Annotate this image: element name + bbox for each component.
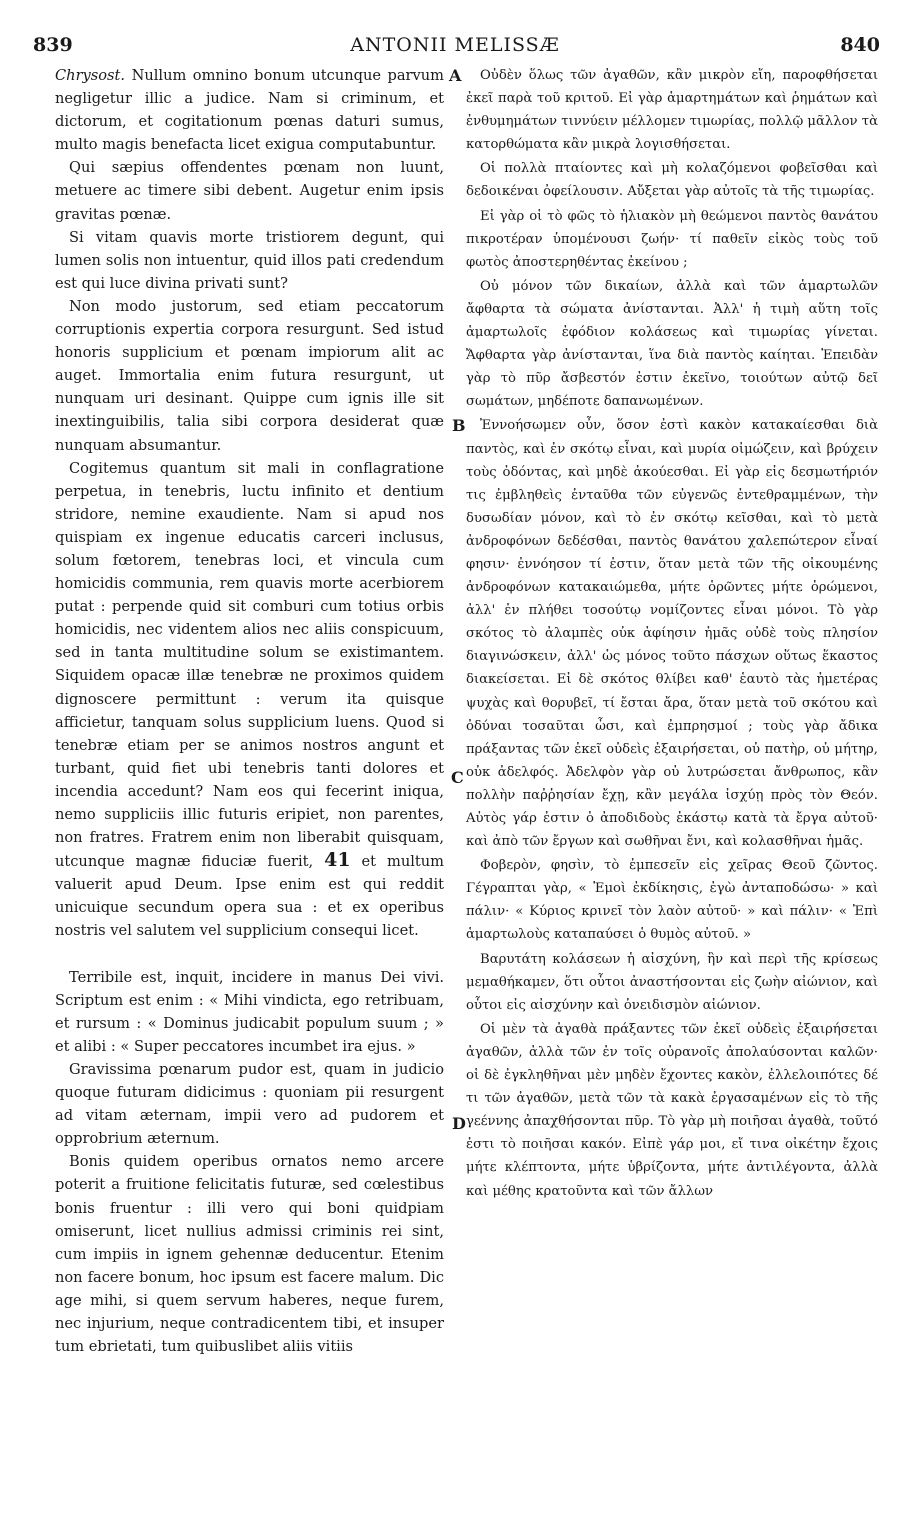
latin-paragraph: Qui sæpius offendentes pœnam non luunt, metuere ac timere sibi debent. Augetur enim ipsis gravitas pœnæ. <box>55 159 444 223</box>
page-number-left: 839 <box>33 34 73 56</box>
latin-paragraph: Terribile est, inquit, incidere in manus Dei vivi. Scriptum est enim : « Mihi vindicta, ego retribuam, et rursum : « Dominus judicabit populum suum ; » et alibi : « Super peccatores incumbet ira ejus. » <box>55 968 444 1055</box>
greek-paragraph: Οὐ μόνον τῶν δικαίων, ἀλλὰ καὶ τῶν ἁμαρτωλῶν ἄφθαρτα τὰ σώματα ἀνίστανται. Ἀλλ' ἡ τιμὴ αὕτη τοῖς ἁμαρτωλοῖς ἐφόδιον κολάσεως καὶ τιμωρίας γίνεται. Ἄφθαρτα γὰρ ἀνίστανται, ἵνα διὰ παντὸς καίηται. Ἐπειδὰν γὰρ τὸ πῦρ ἄσβεστόν ἐστιν ἐκεῖνο, τοιούτων αὐτῷ δεῖ σωμάτων, μηδέποτε δαπανωμένων. <box>466 278 878 410</box>
running-title: ANTONII MELISSÆ <box>350 34 560 56</box>
latin-column <box>55 64 444 1358</box>
latin-paragraph: Bonis quidem operibus ornatos nemo arcere poterit a fruitione felicitatis futuræ, sed cœlestibus bonis fruentur : illi vero qui boni quidpiam omiserunt, licet nullius admissi criminis rei sint, cum impiis in ignem gehennæ deducentur. Etenim non facere bonum, hoc ipsum est facere malum. Dic age mihi, si quem servum haberes, neque furem, nec injurium, neque contradicentem tibi, et insuper tum ebrietati, tum quibuslibet aliis vitiis <box>55 1153 444 1356</box>
greek-paragraph: Οἱ μὲν τὰ ἀγαθὰ πράξαντες τῶν ἐκεῖ οὐδεὶς ἐξαιρήσεται ἀγαθῶν, ἀλλὰ τῶν ἐν τοῖς οὐρανοῖς ἀπολαύσονται καλῶν· οἱ δὲ ἐγκληθῆναι μὲν μηδὲν ἔχοντες κακὸν, ἐλλελοιπότες δέ τι τῶν ἀγαθῶν, μετὰ τῶν τὰ κακὰ ἐργασαμένων εἰς τὸ τῆς γεέννης ἀπαχθήσονται πῦρ. Τὸ γὰρ μὴ ποιῆσαι ἀγαθὰ, τοῦτό ἐστι τὸ ποιῆσαι κακόν. Εἰπὲ γάρ μοι, εἴ τινα οἰκέτην ἔχοις μήτε κλέπτοντα, μήτε ὑβρίζοντα, μήτε ἀντιλέγοντα, ἀλλὰ καὶ μέθης κρατοῦντα καὶ τῶν ἄλλων <box>466 1021 878 1199</box>
latin-paragraph-text: Nullum omnino bonum utcunque parvum negligetur illic a judice. Nam si criminum, et dictorum, et cogitationum pœnas daturi sumus, multo magis benefacta licet exigua computabuntur. <box>55 67 445 154</box>
margin-marker-c: C <box>451 768 464 787</box>
greek-paragraph: Φοβερὸν, φησὶν, τὸ ἐμπεσεῖν εἰς χεῖρας Θεοῦ ζῶντος. Γέγραπται γὰρ, « Ἐμοὶ ἐκδίκησις, ἐγὼ ἀνταποδώσω· » καὶ πάλιν· « Κύριος κρινεῖ τὸν λαὸν αὐτοῦ· » καὶ πάλιν· « Ἐπὶ ἁμαρτωλοὺς καταπαύσει ὁ θυμὸς αὐτοῦ. » <box>466 858 878 943</box>
chapter-number: 41 <box>324 849 351 872</box>
latin-paragraph: Non modo justorum, sed etiam peccatorum corruptionis expertia corpora resurgunt. Sed istud honoris supplicium et pœnam impiorum alit ac auget. Immortalia enim futura resurgunt, ut nunquam uri desinant. Quippe cum ignis ille sit inextinguibilis, talia sibi corpora desiderat quæ nunquam absumantur. <box>55 297 444 454</box>
greek-paragraph: Οἱ πολλὰ πταίοντες καὶ μὴ κολαζόμενοι φοβεῖσθαι καὶ δεδοικέναι ὀφείλουσιν. Αὔξεται γὰρ αὐτοῖς τὰ τῆς τιμωρίας. <box>466 161 878 200</box>
latin-paragraph-text: et multum valuerit apud Deum. Ipse enim est qui reddit unicuique secundum opera sua : et ex operibus nostris vel salutem vel supplicium consequi licet. <box>55 853 444 940</box>
greek-paragraph: Βαρυτάτη κολάσεων ἡ αἰσχύνη, ἣν καὶ περὶ τῆς κρίσεως μεμαθήκαμεν, ὅτι οὗτοι ἀναστήσονται εἰς ζωὴν αἰώνιον, καὶ οὗτοι εἰς αἰσχύνην καὶ ὀνειδισμὸν αἰώνιον. <box>466 951 878 1013</box>
greek-column <box>466 64 878 1203</box>
margin-marker-a: A <box>449 66 462 85</box>
margin-marker-d: D <box>452 1114 466 1133</box>
page-number-right: 840 <box>840 34 880 56</box>
greek-paragraph: Ἐννοήσωμεν οὖν, ὅσον ἐστὶ κακὸν κατακαίεσθαι διὰ παντὸς, καὶ ἐν σκότῳ εἶναι, καὶ μυρία οἰμώζειν, καὶ βρύχειν τοὺς ὀδόντας, καὶ μηδὲ ἀκούεσθαι. Εἰ γὰρ εἰς δεσμωτήριόν τις ἐμβληθεὶς ἐνταῦθα τῶν εὐγενῶς ἐντεθραμμένων, τὴν δυσωδίαν μόνον, καὶ τὸ ἐν σκότῳ κεῖσθαι, καὶ τὸ μετὰ ἀνδροφόνων δεδέσθαι, παντὸς θανάτου χαλεπώτερον εἶναί φησιν· ἐννόησον τί ἐστιν, ὅταν μετὰ τῶν τῆς οἰκουμένης ἀνδροφόνων κατακαιώμεθα, μήτε ὁρῶντες μήτε ὁρώμενοι, ἀλλ' ἐν πλήθει τοσούτῳ νομίζοντες εἶναι μόνοι. Τὸ γὰρ σκότος τὸ ἀλαμπὲς οὐκ ἀφίησιν ἡμᾶς οὐδὲ τοὺς πλησίον διαγινώσκειν, ἀλλ' ὡς μόνος τοῦτο πάσχων οὕτως ἕκαστος διακείσεται. Εἰ δὲ σκότος θλίβει καθ' ἑαυτὸ τὰς ἡμετέρας ψυχὰς καὶ θορυβεῖ, τί ἔσται ἄρα, ὅταν μετὰ τοῦ σκότου καὶ ὀδύναι τοσαῦται ὦσι, καὶ ἐμπρησμοί ; τοὺς γὰρ ἄδικα πράξαντας τῶν ἐκεῖ οὐδεὶς ἐξαιρήσεται, οὐ πατὴρ, οὐ μήτηρ, οὐκ ἀδελφός. Ἀδελφὸν γὰρ οὐ λυτρώσεται ἄνθρωπος, κἂν πολλὴν παῤῥησίαν ἔχῃ, κἂν μεγάλα ἰσχύῃ πρὸς τὸν Θεόν. Αὐτὸς γάρ ἐστιν ὁ ἀποδιδοὺς ἑκάστῳ κατὰ τὰ ἔργα αὐτοῦ· καὶ ἀπὸ τῶν ἔργων καὶ σωθῆναι ἔνι, καὶ κολασθῆναι ἡμᾶς. <box>466 418 878 850</box>
latin-paragraph: Gravissima pœnarum pudor est, quam in judicio quoque futuram didicimus : quoniam pii resurgent ad vitam æternam, impii vero ad pudorem et opprobrium æternum. <box>55 1060 444 1148</box>
latin-paragraph-text: Cogitemus quantum sit mali in conflagratione perpetua, in tenebris, luctu infinito et dentium stridore, nemine exaudiente. Nam si apud nos quispiam ex ingenue educatis carceri inclusus, solum fœtorem, tenebras loci, et vincula cum homicidis communia, rem quavis morte acerbiorem putat : perpende quid sit comburi cum totius orbis homicidis, nec videntem alios nec aliis conspicuum, sed in tanta multitudine solum se existimantem. Siquidem opacæ illæ tenebræ ne proximos quidem dignoscere permittunt : verum ita quisque afficietur, tanquam solus supplicium luens. Quod si tenebræ etiam per se animos nostros angunt et turbant, quid fiet ubi tenebris tanti dolores et incendia accedunt? Nam eos qui fecerint iniqua, nemo suppliciis illic futuris eripiet, non parentes, non fratres. Fratrem enim non liberabit quisquam, utcunque magnæ fiduciæ fuerit, <box>55 459 444 871</box>
section-gap <box>55 943 444 966</box>
greek-paragraph: Οὐδὲν ὅλως τῶν ἀγαθῶν, κἂν μικρὸν εἴη, παροφθήσεται ἐκεῖ παρὰ τοῦ κριτοῦ. Εἰ γὰρ ἁμαρτημάτων καὶ ῥημάτων καὶ ἐνθυμημάτων τιννύειν μέλλομεν τιμωρίας, πολλῷ μᾶλλον τὰ κατορθώματα κἂν μικρὰ λογισθήσεται. <box>466 68 878 153</box>
latin-paragraph <box>55 64 444 156</box>
margin-marker-b: B <box>452 416 466 435</box>
latin-paragraph <box>55 457 444 943</box>
page-header <box>30 34 880 58</box>
source-attribution: Chrysost. <box>55 67 126 84</box>
latin-paragraph: Si vitam quavis morte tristiorem degunt, qui lumen solis non intuentur, quid illos pati credendum est qui luce divina privati sunt? <box>55 228 444 292</box>
greek-paragraph: Εἰ γὰρ οἱ τὸ φῶς τὸ ἡλιακὸν μὴ θεώμενοι παντὸς θανάτου πικροτέραν ὑπομένουσι ζωήν· τί παθεῖν εἰκὸς τοὺς τοῦ φωτὸς ἀποστερηθέντας ἐκείνου ; <box>466 208 878 270</box>
